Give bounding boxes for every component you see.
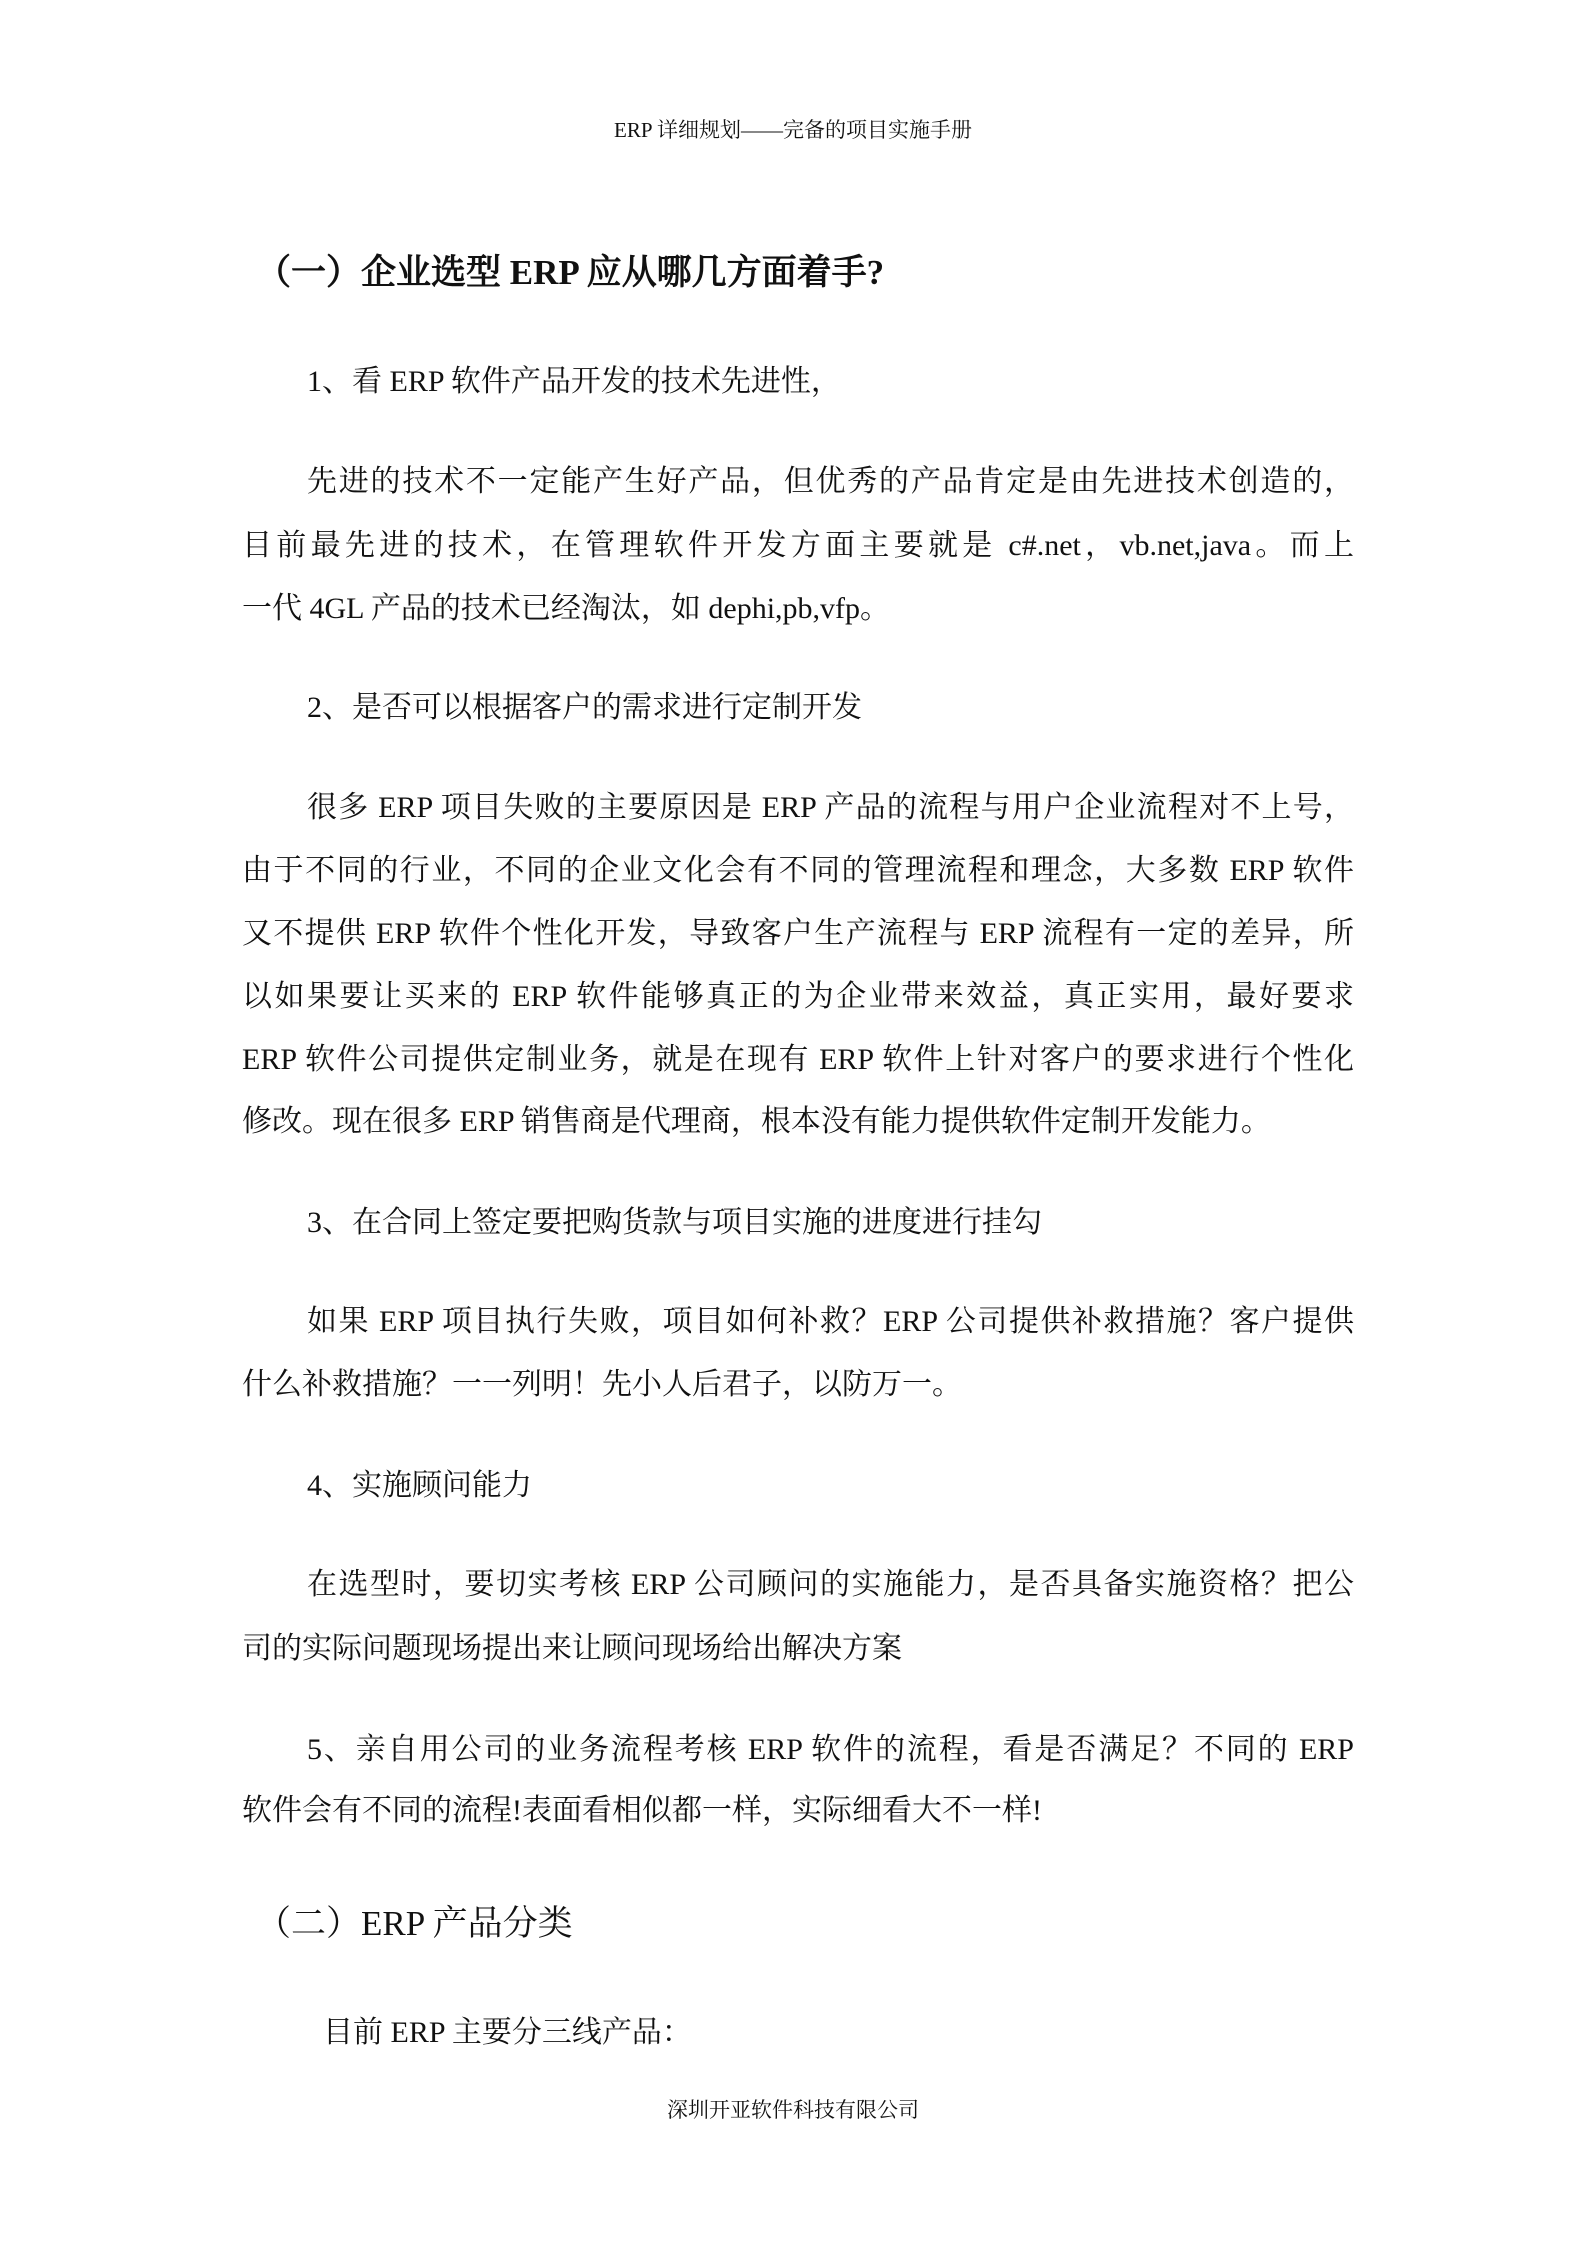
section1-heading: （一）企业选型 ERP 应从哪几方面着手? bbox=[256, 253, 885, 292]
item2-title: 2、是否可以根据客户的需求进行定制开发 bbox=[307, 691, 862, 724]
paragraph-line: 由于不同的行业，不同的企业文化会有不同的管理流程和理念，大多数 ERP 软件 bbox=[242, 854, 1354, 887]
paragraph-line: 司的实际问题现场提出来让顾问现场给出解决方案 bbox=[242, 1632, 902, 1665]
paragraph-line: 在选型时，要切实考核 ERP 公司顾问的实施能力，是否具备实施资格？把公 bbox=[307, 1568, 1354, 1601]
paragraph-line: 先进的技术不一定能产生好产品，但优秀的产品肯定是由先进技术创造的， bbox=[307, 465, 1354, 498]
item3-title: 3、在合同上签定要把购货款与项目实施的进度进行挂勾 bbox=[307, 1206, 1042, 1239]
page-header: ERP 详细规划——完备的项目实施手册 bbox=[614, 118, 972, 142]
paragraph-line: 如果 ERP 项目执行失败，项目如何补救？ERP 公司提供补救措施？客户提供 bbox=[307, 1305, 1354, 1338]
item1-title: 1、看 ERP 软件产品开发的技术先进性， bbox=[307, 365, 841, 398]
section2-heading: （二）ERP 产品分类 bbox=[256, 1904, 573, 1943]
paragraph-line: 什么补救措施？一一列明！先小人后君子，以防万一。 bbox=[242, 1368, 962, 1401]
paragraph-line: 软件会有不同的流程!表面看相似都一样，实际细看大不一样! bbox=[242, 1794, 1042, 1827]
item4-title: 4、实施顾问能力 bbox=[307, 1469, 532, 1502]
paragraph-line: 修改。现在很多 ERP 销售商是代理商，根本没有能力提供软件定制开发能力。 bbox=[242, 1105, 1271, 1138]
page-footer: 深圳开亚软件科技有限公司 bbox=[667, 2098, 919, 2122]
paragraph-line: 以如果要让买来的 ERP 软件能够真正的为企业带来效益，真正实用，最好要求 bbox=[242, 980, 1354, 1013]
paragraph-line: 目前最先进的技术，在管理软件开发方面主要就是 c#.net，vb.net,java。而上 bbox=[242, 529, 1354, 562]
paragraph-line: 又不提供 ERP 软件个性化开发，导致客户生产流程与 ERP 流程有一定的差异，所 bbox=[242, 917, 1354, 950]
paragraph-line: 5、亲自用公司的业务流程考核 ERP 软件的流程，看是否满足？不同的 ERP bbox=[307, 1733, 1354, 1766]
paragraph-line: ERP 软件公司提供定制业务，就是在现有 ERP 软件上针对客户的要求进行个性化 bbox=[242, 1043, 1354, 1076]
paragraph-line: 一代 4GL 产品的技术已经淘汰，如 dephi,pb,vfp。 bbox=[242, 592, 891, 625]
section2-intro: 目前 ERP 主要分三线产品： bbox=[323, 2016, 692, 2049]
paragraph-line: 很多 ERP 项目失败的主要原因是 ERP 产品的流程与用户企业流程对不上号， bbox=[307, 791, 1354, 824]
